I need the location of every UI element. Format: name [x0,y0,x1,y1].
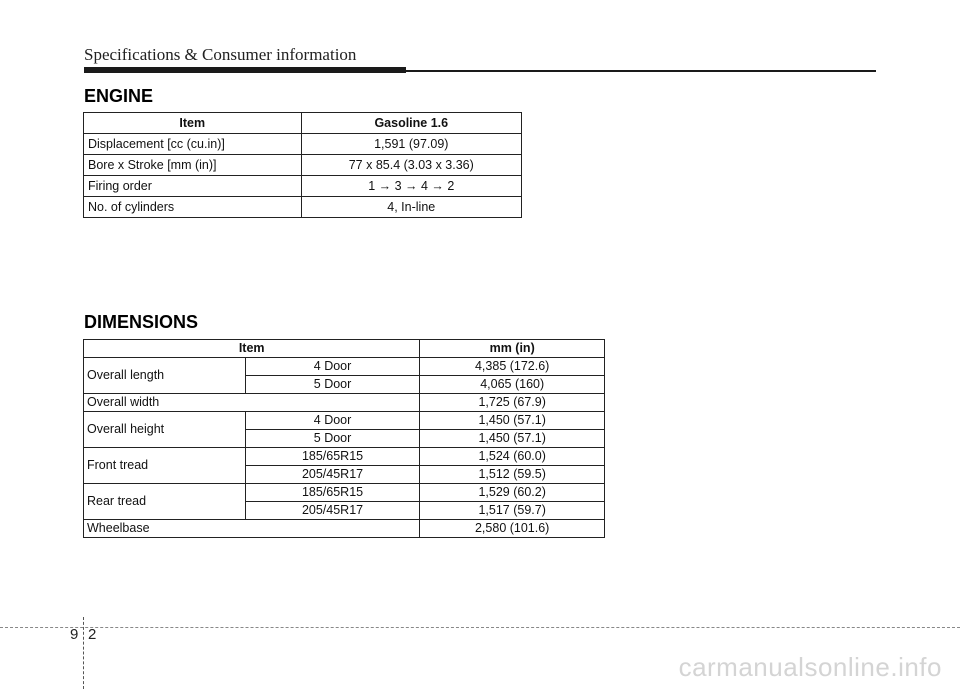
table-row [84,358,605,376]
row-value: 4, In-line [301,197,521,218]
row-label: Rear tread [84,484,246,520]
row-value: 1,524 (60.0) [420,448,605,466]
page-header-title: Specifications & Consumer information [84,45,357,64]
row-label: Displacement [cc (cu.in)] [84,134,302,155]
table-row [84,484,605,502]
row-value: 1,450 (57.1) [420,430,605,448]
dimensions-table [83,339,605,538]
row-value: 1,512 (59.5) [420,466,605,484]
row-label: Overall height [84,412,246,448]
table-row [84,394,605,412]
engine-table [83,112,522,218]
row-label: Bore x Stroke [mm (in)] [84,155,302,176]
table-header-row [84,113,522,134]
row-value: 1,529 (60.2) [420,484,605,502]
row-label: Overall length [84,358,246,394]
dimensions-section-title: DIMENSIONS [84,312,199,332]
row-variant: 4 Door [245,358,420,376]
column-header-item: Item [84,113,302,134]
row-variant: 5 Door [245,376,420,394]
table-row [84,134,522,155]
footer-divider [83,617,84,689]
row-label: Firing order [84,176,302,197]
row-label: No. of cylinders [84,197,302,218]
row-label: Wheelbase [84,520,420,538]
footer-rule [0,627,960,628]
row-value: 1,725 (67.9) [420,394,605,412]
column-header-item: Item [84,340,420,358]
header-rule [84,70,876,72]
row-label: Front tread [84,448,246,484]
row-label: Overall width [84,394,420,412]
row-variant: 185/65R15 [245,448,420,466]
table-row [84,155,522,176]
page-number-section: 9 [70,626,79,643]
row-value: 1,591 (97.09) [301,134,521,155]
row-variant: 4 Door [245,412,420,430]
row-value: 1 → 3 → 4 → 2 [301,176,521,197]
row-variant: 5 Door [245,430,420,448]
row-value: 2,580 (101.6) [420,520,605,538]
table-row [84,176,522,197]
table-row [84,412,605,430]
table-row [84,448,605,466]
column-header-gasoline: Gasoline 1.6 [301,113,521,134]
row-value: 77 x 85.4 (3.03 x 3.36) [301,155,521,176]
row-value: 1,450 (57.1) [420,412,605,430]
row-variant: 205/45R17 [245,466,420,484]
watermark-text: carmanualsonline.info [678,652,942,682]
row-value: 1,517 (59.7) [420,502,605,520]
table-row [84,520,605,538]
engine-section-title: ENGINE [84,86,154,106]
page-number-page: 2 [88,626,97,643]
table-row [84,197,522,218]
row-variant: 205/45R17 [245,502,420,520]
row-value: 4,065 (160) [420,376,605,394]
table-header-row [84,340,605,358]
column-header-mm-in: mm (in) [420,340,605,358]
row-value: 4,385 (172.6) [420,358,605,376]
row-variant: 185/65R15 [245,484,420,502]
